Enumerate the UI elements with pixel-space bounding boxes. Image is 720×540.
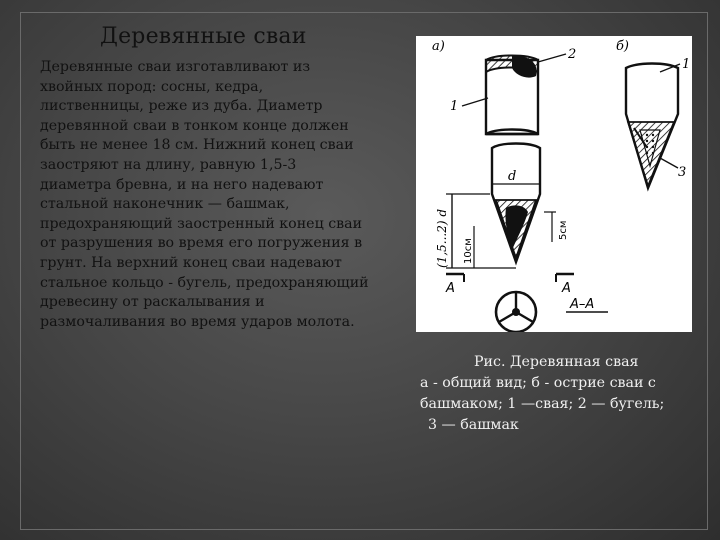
dimension-10cm: 10см <box>463 238 474 264</box>
section-letter-left: А <box>446 281 455 296</box>
label-a: а) <box>432 39 445 54</box>
leader-line-b3 <box>660 158 678 168</box>
label-num-1: 1 <box>450 99 459 114</box>
cross-section <box>496 292 536 332</box>
body-paragraph: Деревянные сваи изготавливают из хвойных пород: сосны, кедра, лиственницы, реже из дуба. Диаметр деревянной сваи в тонком конце должен быть не менее 18 см. Нижний конец сваи заостряют на длину, равную 1,5-3 диаметра бревна, и на него надевают стальной наконечник — башмак, предохраняющий заостренный конец сваи от разрушения во время его погружения в грунт. На верхний конец сваи надевают стальное кольцо - бугель, предохраняющий древесину от раскалывания и размочаливания во время ударов молота. <box>40 59 369 330</box>
pile-top-segment <box>486 54 566 134</box>
pile-figure <box>416 36 692 332</box>
pile-bottom-segment <box>492 144 540 263</box>
leader-line-1 <box>462 98 488 106</box>
caption-line-3: башмаком; 1 —свая; 2 — бугель; <box>420 396 665 412</box>
caption-line-2: а - общий вид; б - острие сваи с <box>420 375 656 391</box>
label-num-2: 2 <box>568 47 577 62</box>
slide-title: Деревянные сваи <box>100 24 307 49</box>
label-num-3: 3 <box>678 165 687 180</box>
pile-tip-detail <box>626 64 678 189</box>
section-letter-right: А <box>562 281 571 296</box>
caption-line-1: Рис. Деревянная свая <box>474 354 639 370</box>
section-label: А–А <box>570 297 595 312</box>
label-b: б) <box>616 39 630 54</box>
figure-caption <box>420 352 692 436</box>
caption-line-4: 3 — башмак <box>428 417 519 433</box>
dimension-5cm: 5см <box>558 220 569 240</box>
pile-drawing <box>416 36 692 332</box>
dimension-length: (1,5...2) d <box>435 208 449 268</box>
dimension-d: d <box>508 169 517 184</box>
label-b-num-1: 1 <box>682 57 691 72</box>
